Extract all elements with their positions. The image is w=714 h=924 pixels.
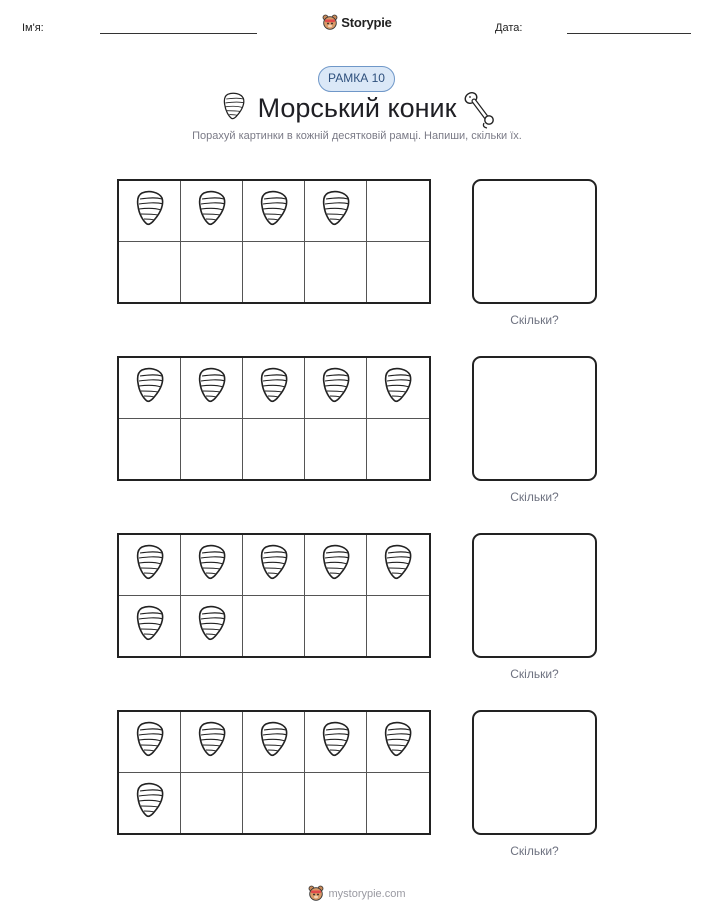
ten-frame-cell: [367, 596, 429, 657]
answer-label: Скільки?: [510, 667, 559, 681]
answer-label: Скільки?: [510, 490, 559, 504]
seashell-icon: [135, 721, 165, 762]
ten-frame: [117, 179, 431, 304]
seashell-icon: [321, 367, 351, 408]
seashell-icon: [197, 605, 227, 646]
ten-frame-cell: [305, 535, 367, 596]
seashell-icon: [259, 190, 289, 231]
seashell-icon: [135, 544, 165, 585]
ten-frame-cell: [181, 419, 243, 480]
ten-frame-cell: [119, 358, 181, 419]
ten-frame-cell: [243, 596, 305, 657]
ten-frame-cell: [181, 596, 243, 657]
ten-frame: [117, 533, 431, 658]
seashell-icon: [197, 190, 227, 231]
ten-frame-cell: [119, 712, 181, 773]
ten-frame-cell: [305, 358, 367, 419]
ten-frame-cell: [367, 773, 429, 834]
seashell-icon: [259, 367, 289, 408]
ten-frame: [117, 356, 431, 481]
ten-frame-cell: [367, 419, 429, 480]
storypie-logo: [0, 14, 714, 34]
ten-frame-cell: [243, 712, 305, 773]
ten-frame-cell: [243, 773, 305, 834]
ten-frame-cell: [367, 535, 429, 596]
answer-box[interactable]: [472, 710, 597, 835]
footer-url[interactable]: mystorypie.com: [328, 887, 406, 900]
seashell-icon: [383, 544, 413, 585]
seashell-icon: [135, 605, 165, 646]
footer: [0, 885, 714, 905]
seashell-icon: [197, 367, 227, 408]
ten-frame-cell: [243, 535, 305, 596]
ten-frame-cell: [181, 358, 243, 419]
seashell-icon: [321, 190, 351, 231]
answer-box[interactable]: [472, 533, 597, 658]
ten-frame-cell: [243, 181, 305, 242]
bear-mascot-icon: [308, 885, 324, 902]
bear-mascot-icon: [322, 14, 338, 31]
ten-frame-cell: [243, 242, 305, 303]
ten-frame: [117, 710, 431, 835]
worksheet-badge: РАМКА 10: [318, 66, 395, 92]
ten-frame-cell: [181, 773, 243, 834]
ten-frame-cell: [305, 242, 367, 303]
seashell-icon: [383, 367, 413, 408]
ten-frame-cell: [367, 358, 429, 419]
instructions: Порахуй картинки в кожній десятковій рамці. Напиши, скільки їх.: [192, 130, 522, 142]
ten-frame-cell: [305, 712, 367, 773]
date-field-line[interactable]: [567, 33, 691, 34]
ten-frame-cell: [243, 358, 305, 419]
ten-frame-cell: [367, 242, 429, 303]
ten-frame-cell: [243, 419, 305, 480]
ten-frame-cell: [367, 181, 429, 242]
page-title: Морський коник: [257, 93, 457, 123]
seahorse-icon: [462, 90, 496, 130]
answer-box[interactable]: [472, 356, 597, 481]
logo-text: Storypie: [341, 15, 392, 30]
ten-frame-cell: [119, 242, 181, 303]
ten-frame-cell: [119, 535, 181, 596]
ten-frame-cell: [305, 181, 367, 242]
ten-frame-cell: [181, 712, 243, 773]
ten-frame-cell: [119, 419, 181, 480]
seashell-icon: [197, 544, 227, 585]
ten-frame-cell: [119, 773, 181, 834]
answer-label: Скільки?: [510, 844, 559, 858]
ten-frame-cell: [181, 242, 243, 303]
ten-frame-cell: [305, 596, 367, 657]
ten-frame-cell: [305, 419, 367, 480]
ten-frame-cell: [119, 596, 181, 657]
seashell-icon: [321, 721, 351, 762]
ten-frame-cell: [119, 181, 181, 242]
seashell-icon: [197, 721, 227, 762]
ten-frame-cell: [181, 535, 243, 596]
ten-frame-cell: [305, 773, 367, 834]
seashell-icon: [259, 721, 289, 762]
seashell-icon: [135, 367, 165, 408]
seashell-icon: [135, 190, 165, 231]
seashell-icon: [321, 544, 351, 585]
seashell-icon: [259, 544, 289, 585]
date-label: Дата:: [495, 22, 523, 34]
answer-label: Скільки?: [510, 313, 559, 327]
ten-frame-cell: [367, 712, 429, 773]
ten-frame-cell: [181, 181, 243, 242]
name-label: Ім'я:: [22, 22, 44, 34]
answer-box[interactable]: [472, 179, 597, 304]
seashell-icon: [383, 721, 413, 762]
seashell-icon: [135, 782, 165, 823]
